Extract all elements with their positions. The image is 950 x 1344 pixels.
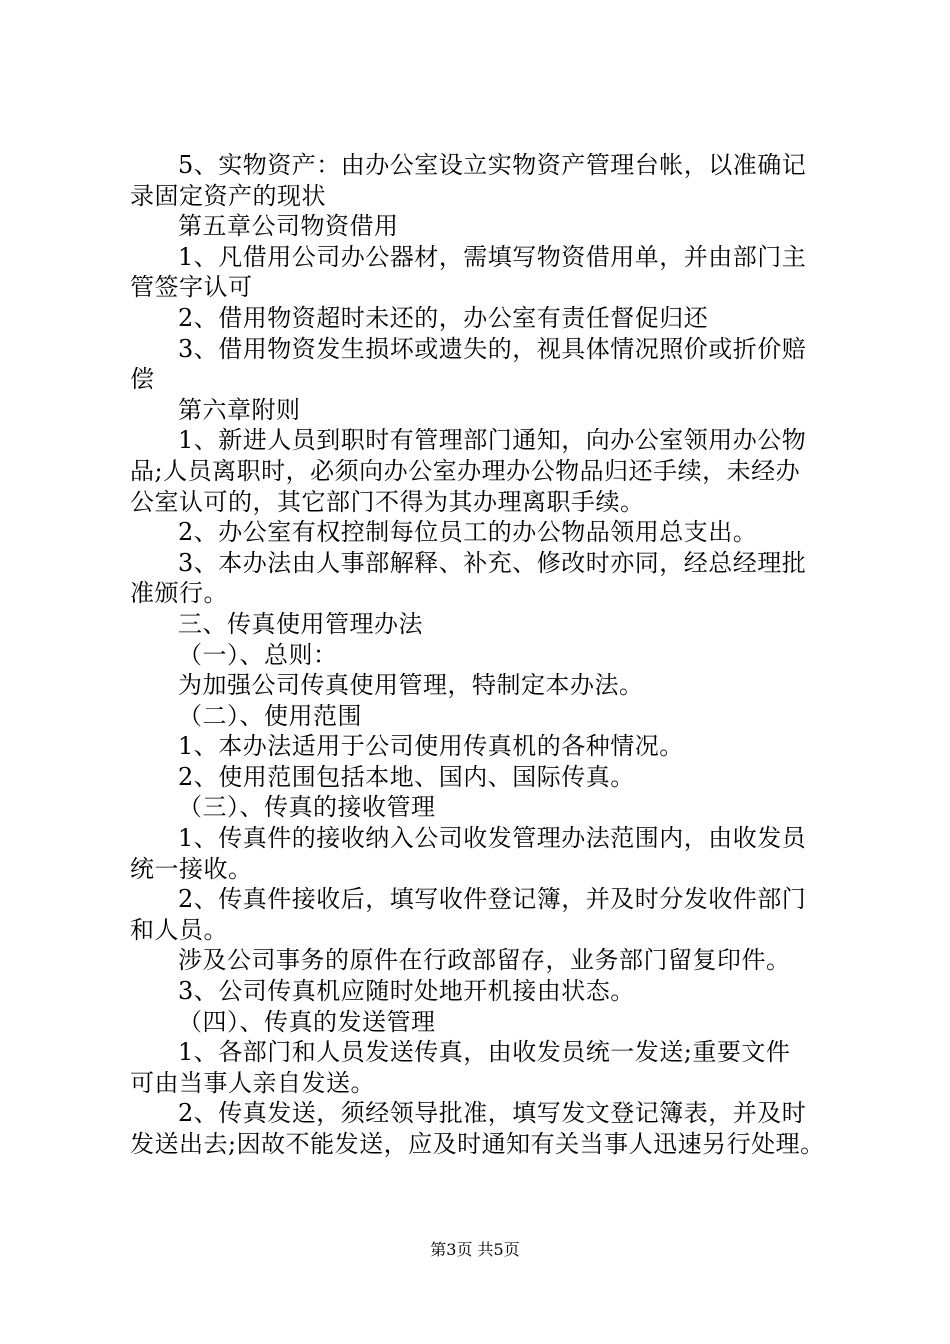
text-line: 5、实物资产：由办公室设立实物资产管理台帐，以准确记: [178, 151, 807, 179]
text-line: 可由当事人亲自发送。: [130, 1068, 375, 1097]
text-line: 录固定资产的现状: [130, 181, 326, 210]
text-line: （四）、传真的发送管理: [178, 1007, 436, 1036]
text-line: 和人员。: [130, 915, 228, 944]
text-line: 第五章公司物资借用: [178, 212, 399, 241]
text-line: 2、办公室有权控制每位员工的办公物品领用总支出。: [178, 518, 758, 547]
text-line: （一）、总则：: [178, 640, 338, 669]
text-line: 1、新进人员到职时有管理部门通知，向办公室领用办公物: [178, 426, 807, 455]
text-line: 2、借用物资超时未还的，办公室有责任督促归还: [178, 303, 709, 332]
text-line: 涉及公司事务的原件在行政部留存，业务部门留复印件。: [178, 946, 791, 975]
text-line: （三）、传真的接收管理: [178, 793, 436, 822]
text-line: 2、传真发送，须经领导批准，填写发文登记簿表，并及时: [178, 1099, 807, 1128]
page-number-footer: 第3页 共5页: [430, 1240, 520, 1259]
document-body: [130, 150, 840, 1160]
text-line: 1、凡借用公司办公器材，需填写物资借用单，并由部门主: [178, 242, 807, 271]
text-line: 管签字认可: [130, 273, 253, 302]
text-line: 3、公司传真机应随时处地开机接由状态。: [178, 977, 635, 1006]
text-line: 为加强公司传真使用管理，特制定本办法。: [178, 671, 644, 700]
text-line: 2、传真件接收后，填写收件登记簿，并及时分发收件部门: [178, 885, 807, 914]
text-line: 3、借用物资发生损坏或遗失的，视具体情况照价或折价赔: [178, 334, 807, 363]
text-line: 1、传真件的接收纳入公司收发管理办法范围内，由收发员: [178, 824, 807, 853]
text-line: 公室认可的，其它部门不得为其办理离职手续。: [130, 487, 645, 516]
text-line: 准颁行。: [130, 579, 228, 608]
text-line: 第六章附则: [178, 395, 301, 424]
text-line: 2、使用范围包括本地、国内、国际传真。: [178, 762, 635, 791]
text-line: （二）、使用范围: [178, 701, 362, 730]
text-line: 发送出去;因故不能发送，应及时通知有关当事人迅速另行处理。: [130, 1130, 825, 1158]
text-line: 偿: [130, 365, 155, 394]
text-line: 3、本办法由人事部解释、补充、修改时亦同，经总经理批: [178, 548, 807, 577]
text-line: 品;人员离职时，必须向办公室办理办公物品归还手续，未经办: [130, 456, 801, 485]
text-line: 1、各部门和人员发送传真，由收发员统一发送;重要文件: [178, 1038, 791, 1067]
text-line: 1、本办法适用于公司使用传真机的各种情况。: [178, 732, 684, 761]
text-line: 统一接收。: [130, 854, 253, 883]
text-line: 三、传真使用管理办法: [178, 609, 423, 638]
